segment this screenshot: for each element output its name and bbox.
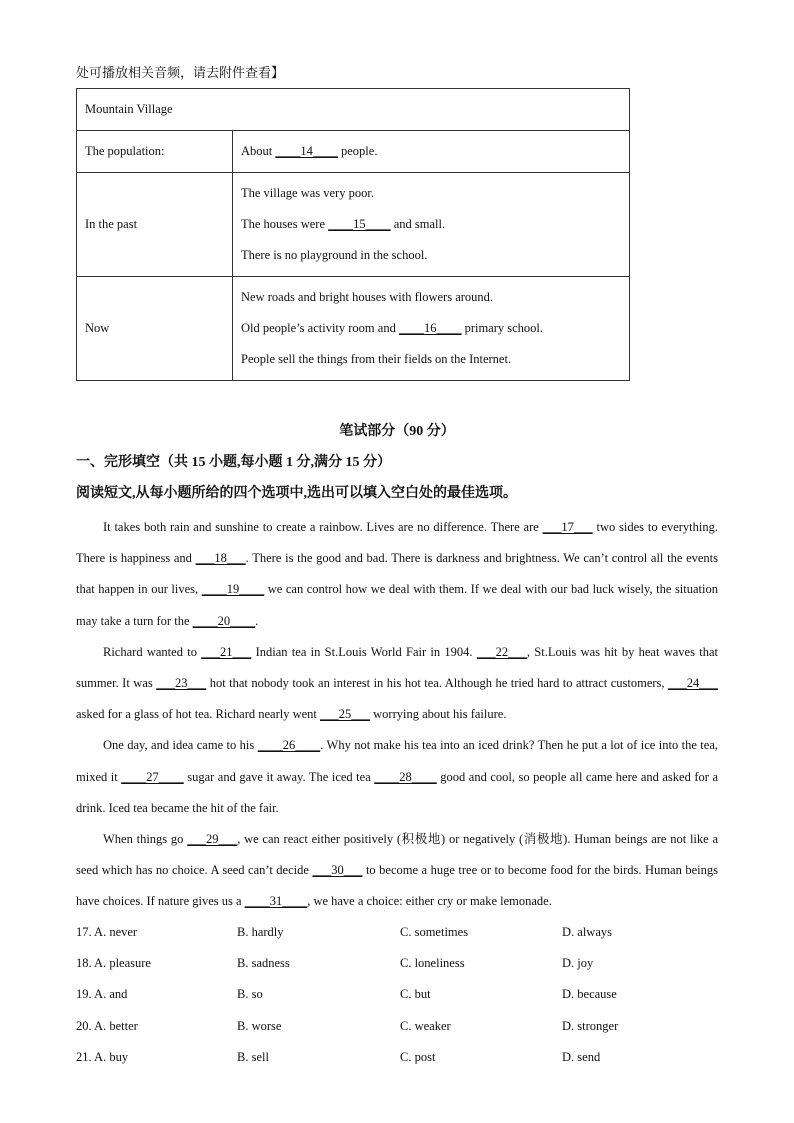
row-label: In the past [77, 173, 233, 277]
text-segment: People sell the things from their fields on the Internet. [241, 352, 512, 366]
text-segment: The village was very poor. [241, 186, 374, 200]
table-line [241, 178, 621, 209]
option-b: B. hardly [237, 925, 284, 940]
header-note: 处可播放相关音频，请去附件查看】 [76, 65, 285, 80]
option-c: C. but [400, 987, 431, 1002]
row-label: The population: [77, 131, 233, 173]
row-label: Now [77, 277, 233, 381]
option-d: D. always [562, 925, 612, 940]
blank-15: ____15____ [328, 217, 391, 231]
option-b: B. worse [237, 1018, 282, 1033]
option-row-20 [76, 1011, 718, 1042]
blank-29: ___29___ [187, 832, 238, 847]
table-row [77, 277, 630, 381]
row-content [233, 131, 630, 173]
text-segment: , St.Louis was hit by heat waves that summer. It was [76, 644, 718, 691]
option-row-21 [76, 1042, 718, 1073]
row-content [233, 173, 630, 277]
option-row-17 [76, 917, 718, 948]
option-d: D. because [562, 987, 617, 1002]
table-title-row [77, 89, 630, 131]
text-segment: we can control how we deal with them. If we deal with our bad luck wisely, the situation may take a turn for the [76, 582, 718, 628]
text-segment: two sides to everything. There is happiness and [76, 520, 718, 566]
blank-24: ___24___ [668, 676, 718, 691]
blank-17: ___17___ [542, 520, 593, 534]
table-line [241, 313, 621, 344]
text-segment: asked for a glass of hot tea. Richard nearly went [76, 707, 321, 722]
blank-25: ___25___ [320, 707, 371, 722]
blank-21: ___21___ [201, 644, 252, 659]
option-b: B. sadness [237, 956, 290, 971]
option-d: D. send [562, 1049, 601, 1064]
option-a: 17. A. never [76, 925, 138, 940]
text-segment: . Why not make his tea into an iced drink? Then he put a lot of ice into the tea, mixed it [76, 738, 718, 784]
text-segment: There is no playground in the school. [241, 248, 428, 262]
text-segment: It takes both rain and sunshine to create a rainbow. Lives are no difference. There are [103, 520, 543, 534]
table-row [77, 173, 630, 277]
text-segment: people. [337, 144, 378, 158]
blank-20: ____20____ [192, 613, 256, 628]
text-segment: Richard wanted to [103, 644, 202, 659]
cloze-passage [76, 512, 718, 918]
option-a: 18. A. pleasure [76, 956, 151, 971]
table-line [241, 136, 621, 167]
text-segment: The houses were [241, 217, 329, 231]
blank-16: ____16____ [398, 321, 462, 335]
table-line [241, 344, 621, 375]
row-content [233, 277, 630, 381]
blank-27: ____27____ [121, 769, 184, 784]
table-line [241, 282, 621, 313]
blank-26: ____26____ [257, 738, 321, 753]
text-segment: When things go [103, 832, 188, 847]
text-segment: and small. [390, 217, 446, 231]
option-c: C. post [400, 1049, 436, 1064]
text-segment: . There is the good and bad. There is darkness and brightness. We can’t control all the events that happen in our lives, [76, 551, 718, 597]
listening-table [76, 88, 630, 381]
blank-14: ____14____ [275, 144, 338, 158]
blank-31: ____31____ [244, 894, 308, 909]
text-segment: primary school. [461, 321, 544, 335]
option-c: C. weaker [400, 1018, 451, 1033]
option-b: B. sell [237, 1049, 269, 1064]
passage-paragraph [76, 637, 718, 731]
option-row-19 [76, 979, 718, 1010]
table-title: Mountain Village [77, 89, 630, 131]
option-c: C. sometimes [400, 925, 469, 940]
text-segment: Indian tea in St.Louis World Fair in 1904. [251, 644, 477, 659]
blank-18: ___18___ [195, 551, 246, 566]
option-b: B. so [237, 987, 263, 1002]
passage-paragraph [76, 824, 718, 918]
table-row [77, 131, 630, 173]
section-title: 笔试部分（90 分） [339, 424, 455, 439]
text-segment: worrying about his failure. [370, 707, 507, 722]
option-d: D. joy [562, 956, 594, 971]
blank-19: ____19____ [201, 582, 265, 597]
blank-22: ___22___ [476, 644, 527, 659]
text-segment: good and cool, so people all came here and asked for a drink. Iced tea became the hit of the fair. [76, 769, 718, 815]
option-c: C. loneliness [400, 956, 465, 971]
text-segment: . [255, 613, 259, 628]
table-line [241, 209, 621, 240]
text-segment: One day, and idea came to his [103, 738, 258, 753]
text-segment: , we have a choice: either cry or make lemonade. [307, 894, 552, 909]
option-row-18 [76, 948, 718, 979]
text-segment: New roads and bright houses with flowers around. [241, 290, 494, 304]
instructions: 阅读短文,从每小题所给的四个选项中,选出可以填入空白处的最佳选项。 [76, 486, 517, 501]
text-segment: Old people’s activity room and [241, 321, 399, 335]
table-line [241, 240, 621, 271]
option-a: 20. A. better [76, 1018, 138, 1033]
option-a: 19. A. and [76, 987, 128, 1002]
text-segment: , we can react either positively (积极地) or negatively (消极地). Human beings are not like a seed which has no choice. A seed can’t decide [76, 832, 718, 878]
blank-30: ___30___ [312, 863, 363, 878]
option-d: D. stronger [562, 1018, 619, 1033]
section-heading: 一、完形填空（共 15 小题,每小题 1 分,满分 15 分） [76, 455, 391, 470]
blank-23: ___23___ [156, 676, 207, 691]
text-segment: to become a huge tree or to become food for the birds. Human beings have choices. If nature gives us a [76, 863, 718, 909]
passage-paragraph [76, 730, 718, 824]
text-segment: About [241, 144, 276, 158]
answer-options [76, 917, 718, 1073]
blank-28: ____28____ [374, 769, 437, 784]
passage-paragraph [76, 512, 718, 637]
option-a: 21. A. buy [76, 1049, 129, 1064]
text-segment: hot that nobody took an interest in his hot tea. Although he tried hard to attract customers, [206, 676, 668, 691]
text-segment: sugar and gave it away. The iced tea [183, 769, 375, 784]
